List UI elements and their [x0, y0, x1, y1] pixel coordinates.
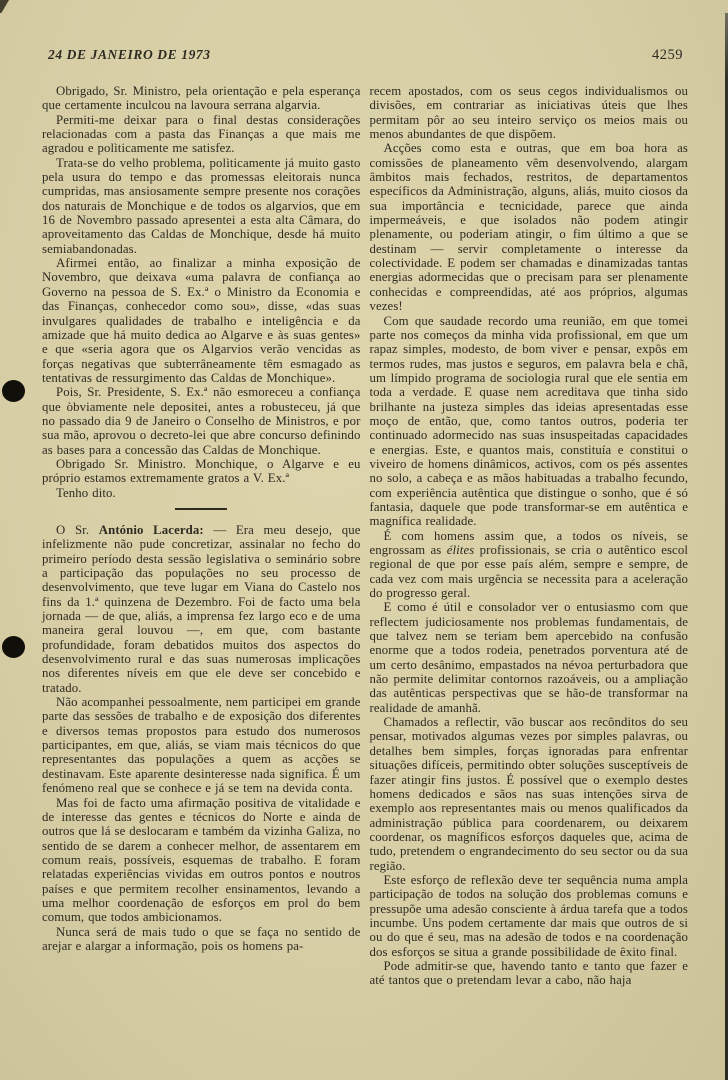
paragraph-segment: Este esforço de reflexão deve ter sequência numa ampla participação de todos na solução dos problemas comuns e pressupõe uma adesão consciente à árdua tarefa que a todos incumbe. Uns podem certamente dar mais que outros de si ou do que é seu, mas na adesão de todos e na coordenação dos esforços se situa a grande possibilidade de êxito final.	[369, 872, 688, 959]
paragraph-segment: O Sr.	[56, 522, 99, 537]
paragraph-segment: Tenho dito.	[56, 485, 116, 500]
paragraph-segment: — Era meu desejo, que infelizmente não pude concretizar, assinalar no fecho do primeiro período desta sessão legislativa o seminário sobre a participação das populações no seu processo de desenvolvimento, que teve lugar em Viana do Castelo nos fins da 1.ª quinzena de Dezembro. Foi de facto uma bela jornada — de que, aliás, a imprensa fez largo eco e de uma maneira geral louvou —, em que, com bastante profundidade, foram debatidos muitos dos aspectos do desenvolvimento rural e das suas numerosas implicações nos diferentes níveis em que ele deve ser concebido e tratado.	[42, 522, 361, 695]
paragraph-segment: Chamados a reflectir, vão buscar aos recônditos do seu pensar, motivados algumas vezes por simples palavras, ou detalhes bem simples, forças ignoradas para enfrentar situações difíceis, permitindo obter soluções susceptíveis de fazer atingir fins justos. É possível que o exemplo destes homens dedicados e sãos nas suas intenções sirva de exemplo aos representantes mais ou menos qualificados da administração pública para coordenarem, ou deixarem coordenar, os magníficos esforços daqueles que, acima de tudo, pretendem o engrandecimento do seu sector ou da sua região.	[369, 715, 688, 873]
page-header	[48, 47, 683, 64]
section-divider	[175, 508, 227, 510]
paragraph	[42, 256, 361, 385]
punch-hole-top	[2, 380, 25, 402]
paragraph-segment: Com que saudade recordo uma reunião, em que tomei parte nos começos da minha vida profissional, em que um rapaz simples, modesto, de bom viver e pensar, expôs em termos rudes, mas justos e seguros, em palavra bela e chã, um límpido programa de sociologia rural que ele sentia em toda a verdade. E quase nem acreditava que tinha sido brilhante na justeza simples das ideias apresentadas esse moço de então, que, como tantos outros, poderia ter continuado adormecido nas suas insuspeitadas capacidades e energias. Este, e quantos mais, constituía e constitui o viveiro de homens dinâmicos, activos, com os pés assentes no solo, a cabeça e as mãos habituadas a trabalho fecundo, com experiência autêntica que distingue o sonho, que é só fantasia, daquele que pode transformar-se em autêntica e magnífica realidade.	[369, 313, 688, 529]
paragraph	[42, 695, 361, 795]
page-number: 4259	[652, 47, 683, 63]
paragraph	[370, 959, 689, 988]
paragraph	[42, 925, 361, 954]
paragraph	[370, 873, 689, 959]
paragraph-segment: Pois, Sr. Presidente, S. Ex.ª não esmoreceu a confiança que òbviamente nele depositei, antes a robusteceu, já que no passado dia 9 de Janeiro o Conselho de Ministros, e por sua mão, aprovou o decreto-lei que abre concurso definindo as bases para a concessão das Caldas de Monchique.	[42, 385, 361, 457]
paragraph	[42, 523, 361, 695]
paragraph-segment: Pode admitir-se que, havendo tanto e tanto que fazer e até tantos que o pretendam levar a cabo, não haja	[369, 958, 688, 988]
paragraph	[370, 84, 689, 141]
text-column-right	[370, 84, 689, 988]
paragraph-segment: É com homens assim que, a todos os níveis, se engrossam as	[369, 528, 688, 557]
punch-hole-bottom	[2, 636, 25, 658]
paragraph-segment: Nunca será de mais tudo o que se faça no sentido de arejar e alargar a informação, pois os homens pa-	[42, 924, 361, 953]
paragraph-segment: Não acompanhei pessoalmente, nem participei em grande parte das sessões de trabalho e de exposição dos diferentes e diversos temas propostos para estudo dos numerosos participantes, em que, aliás, se viam mais técnicos do que representantes das populações a quem as acções se destinavam. Este aparente desinteresse nada significa. É um fenómeno real que se conhece e já se tem na devida conta.	[42, 695, 361, 796]
paragraph	[42, 486, 361, 500]
paragraph-segment: élites	[446, 543, 475, 557]
paragraph-segment: E como é útil e consolador ver o entusiasmo com que reflectem judiciosamente nos problemas fundamentais, de que talvez nem se teriam bem apercebido na confusão enorme que a todos rodeia, penetrados porventura até de um certo desânimo, empastados na névoa perturbadora que não permite delimitar contornos razoáveis, ou a ampliação das autênticas perspectivas que se hão-de transformar na realidade de amanhã.	[369, 600, 688, 715]
paragraph	[42, 457, 361, 486]
paragraph-segment: Obrigado Sr. Ministro. Monchique, o Algarve e eu próprio estamos extremamente gratos a V. Ex.ª	[42, 456, 361, 486]
paragraph	[370, 141, 689, 313]
paragraph-segment: Acções como esta e outras, que em boa hora as comissões de planeamento vêm desenvolvendo, alargam âmbitos mais fechados, restritos, de departamentos específicos da Administração, alguns, aliás, muito ciosos da sua importância e tecnicidade, parece que ainda impermeáveis, e que isolados não podem atingir plenamente, ou poderiam atingir, o fim último a que se destinam — servir completamente o interesse da colectividade. E podem ser chamadas e dinamizadas tantas energias adormecidas que o precisam para ser plenamente conhecidas e compreendidas, até aos próprios, algumas vezes!	[369, 141, 688, 314]
page-date: 24 DE JANEIRO DE 1973	[48, 47, 211, 62]
paragraph-segment: Obrigado, Sr. Ministro, pela orientação e pela esperança que certamente inculcou na lavoura serrana algarvia.	[42, 84, 361, 113]
paragraph	[42, 385, 361, 457]
paragraph	[370, 529, 689, 601]
text-columns	[42, 84, 688, 988]
paragraph	[370, 715, 689, 873]
paragraph	[42, 156, 361, 256]
paragraph	[42, 84, 361, 113]
paragraph	[42, 113, 361, 156]
paragraph	[42, 796, 361, 925]
paragraph-segment: António Lacerda:	[98, 522, 204, 537]
paragraph-segment: profissionais, se cria o autêntico escol regional de que por esse país além, sempre e sempre, de cada vez com mais urgência se necessita para a aceleração do progresso geral.	[369, 543, 688, 601]
paragraph-segment: Afirmei então, ao finalizar a minha exposição de Novembro, que deixava «uma palavra de confiança ao Governo na pessoa de S. Ex.ª o Ministro da Economia e das Finanças, conhecedor como sou», disse, «das suas invulgares qualidades de trabalho e inteligência e da amizade que há muito dedica ao Algarve e às suas gentes» e que «seria agora que os Algarvios verão vencidas as forças negativas que subterrâneamente têm esmagado as tentativas de ressurgimento das Caldas de Monchique».	[42, 256, 361, 385]
paragraph-segment: recem apostados, com os seus cegos individualismos ou divisões, em contrariar as iniciativas úteis que lhes permitam pôr ao seu inteiro serviço os meios mais ou menos abundantes de que dispõem.	[369, 84, 688, 142]
paragraph-segment: Permiti-me deixar para o final destas considerações relacionadas com a pasta das Finanças a que mais me agradou e polìticamente me satisfez.	[42, 112, 361, 156]
paragraph-segment: Mas foi de facto uma afirmação positiva de vitalidade e de interesse das gentes e técnicos do Norte e ainda de outros que lá se deslocaram e também da vizinha Galiza, no sentido de se darem a conhecer melhor, de assentarem em comum reais, possíveis, esquemas de trabalho. E foram relatadas experiências vividas em outros pontos e noutros países e que permitem recolher ensinamentos, levando a uma melhor coordenação de esforços em prol do bem comum, que todos ambicionamos.	[42, 795, 361, 925]
paragraph	[370, 600, 689, 715]
paragraph	[370, 314, 689, 529]
text-column-left	[42, 84, 361, 988]
scan-corner-mark	[0, 0, 9, 13]
paragraph-segment: Trata-se do velho problema, polìticamente já muito gasto pela usura do tempo e das promessas eleitorais nunca cumpridas, mas ansiosamente sempre presente nos corações dos naturais de Monchique e de todos os algarvios, que em 16 de Novembro passado apresentei a esta alta Câmara, do aproveitamento das Caldas de Monchique, desde há muito semiabandonadas.	[42, 155, 361, 256]
